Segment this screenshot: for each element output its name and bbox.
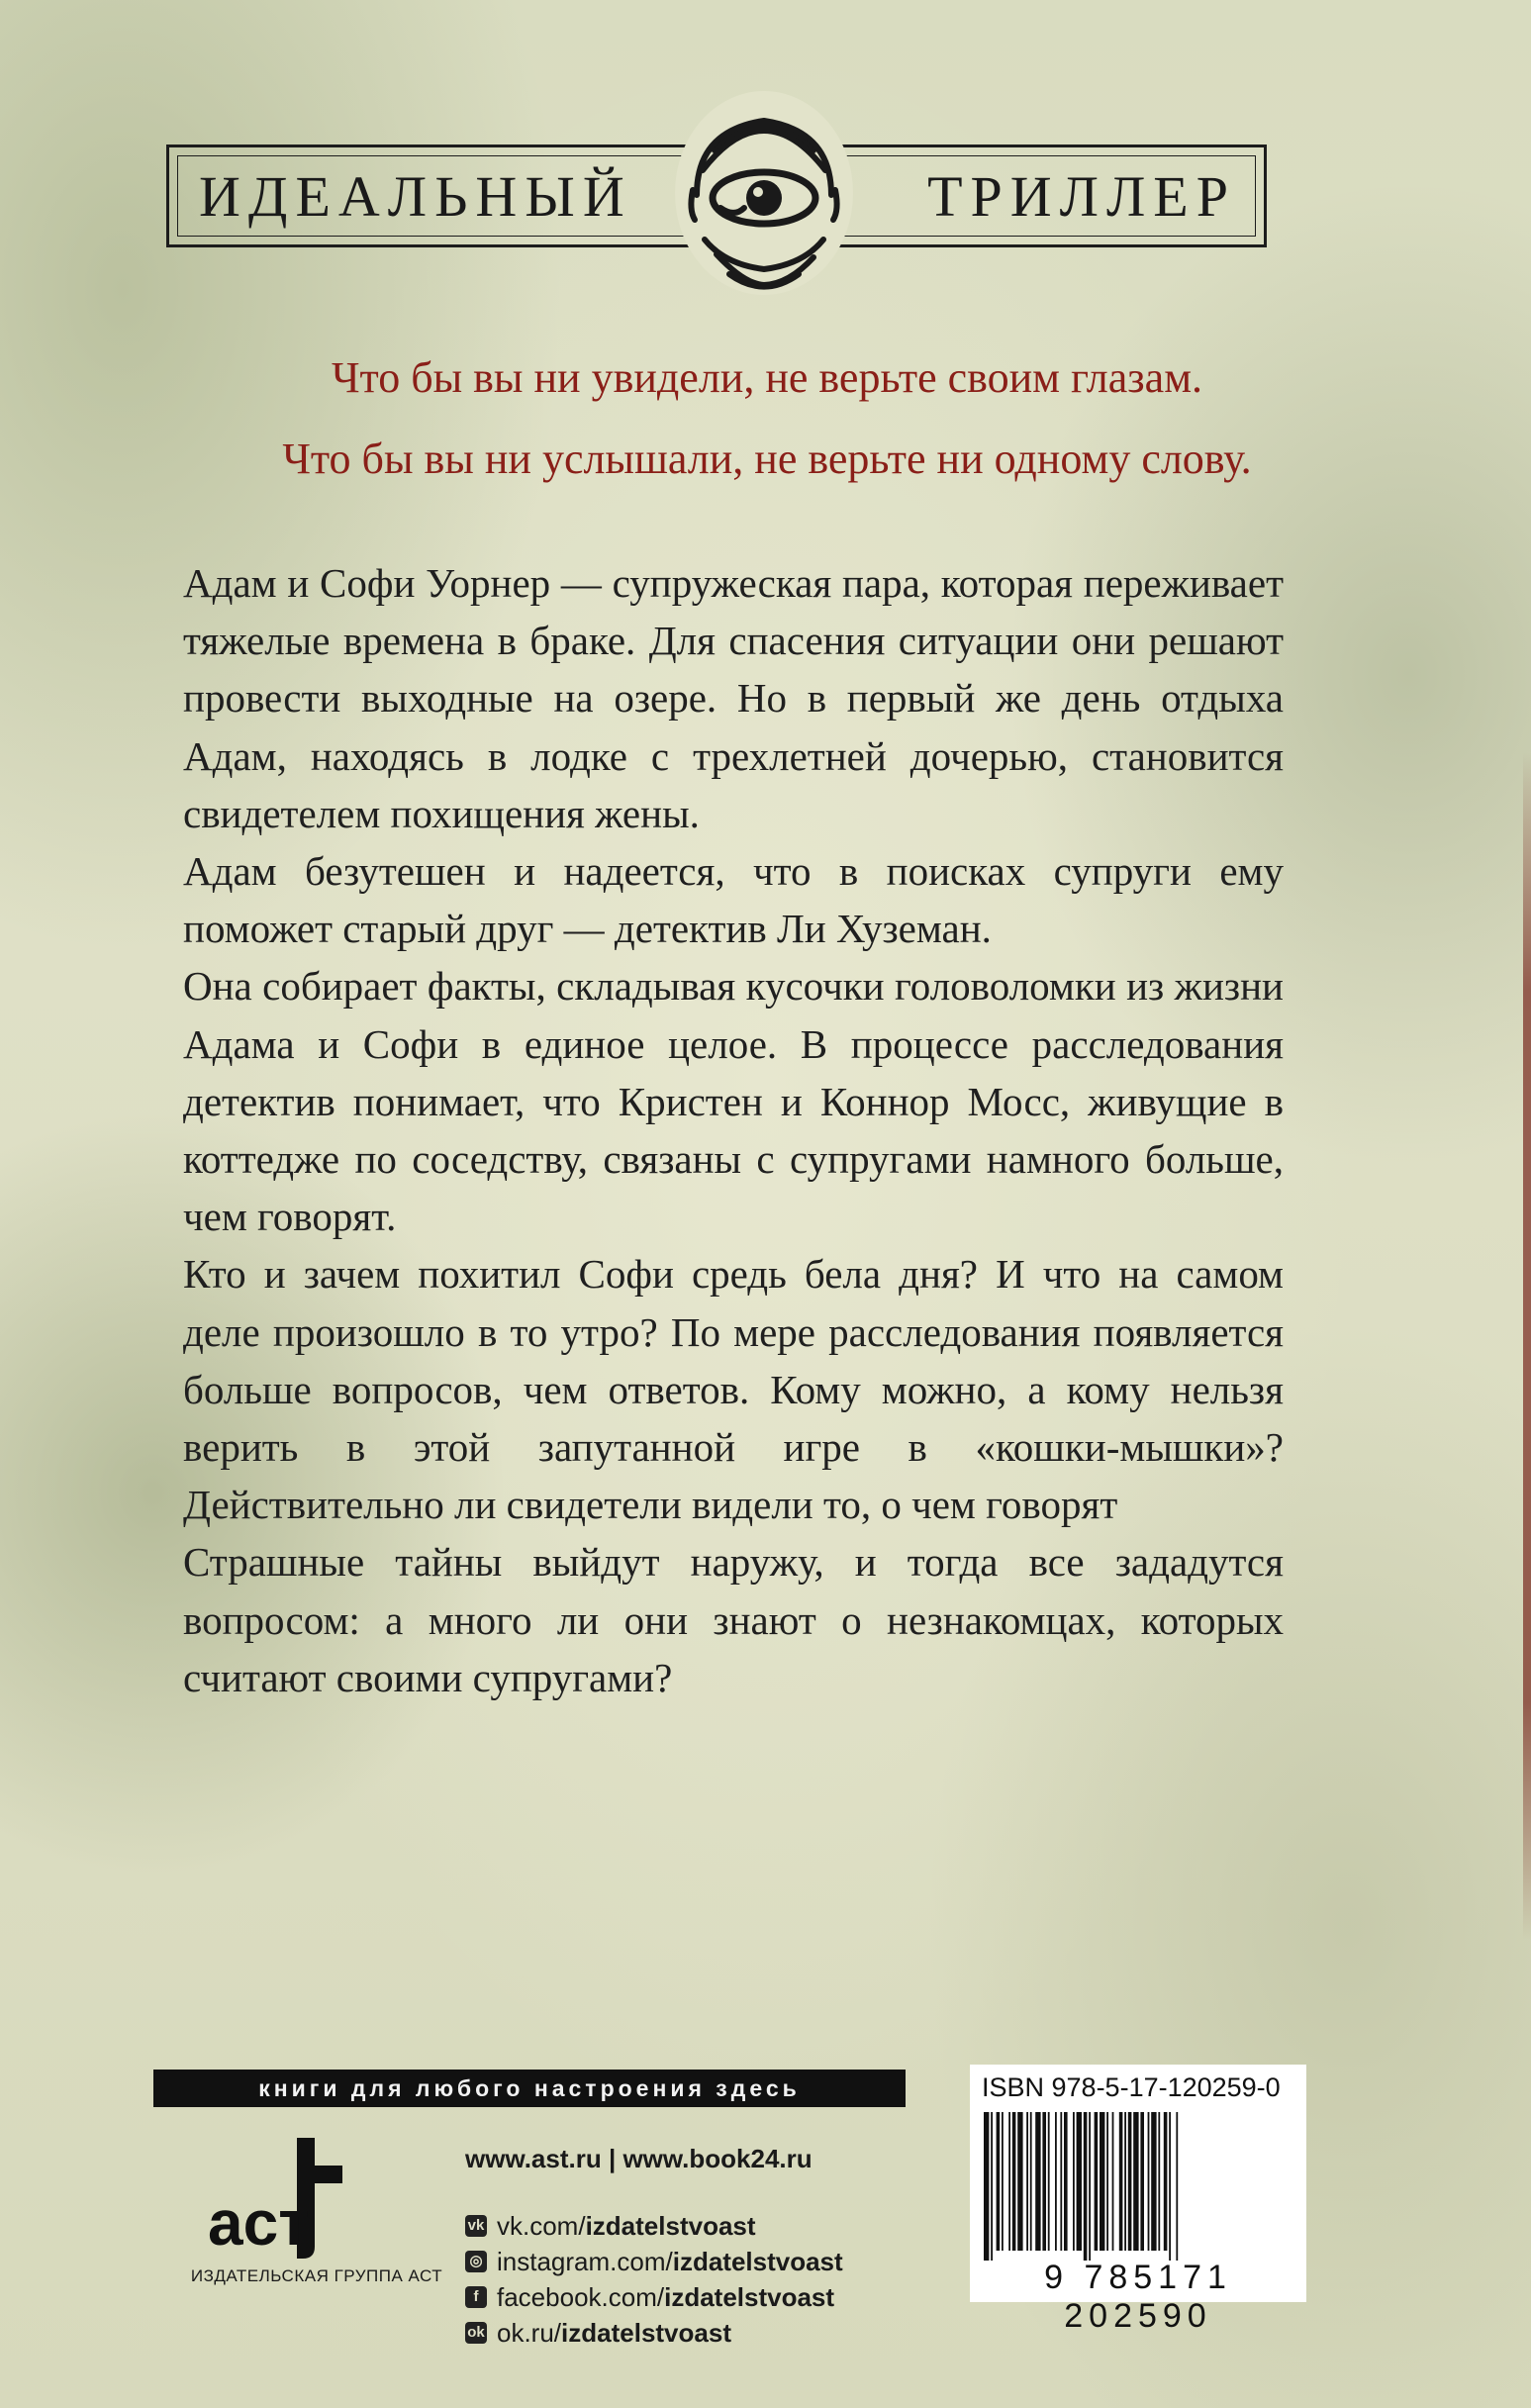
isbn-block	[970, 2065, 1306, 2335]
synopsis-paragraph-4: Кто и зачем похитил Софи средь бела дня? И что на самом деле произошло в то утро? По мере расследования появляется больше вопросов, чем ответов. Кому можно, а кому нельзя верить в этой запутанной игре в «кошки-мышки»? Действительно ли свидетели видели то, о чем говорят	[183, 1251, 1284, 1528]
social-link-instagram[interactable]	[465, 2244, 843, 2279]
social-prefix: vk.com/	[497, 2210, 586, 2241]
barcode-bar-31	[1164, 2112, 1168, 2251]
barcode-bar-10	[1042, 2112, 1046, 2251]
barcode-bar-20	[1100, 2112, 1104, 2251]
barcode-bar-21	[1106, 2112, 1108, 2251]
barcode-bar-25	[1128, 2112, 1132, 2251]
instagram-icon: ◎	[465, 2251, 487, 2272]
social-link-vk[interactable]	[465, 2208, 843, 2244]
social-prefix: facebook.com/	[497, 2281, 665, 2312]
isbn-digits: 9 785171 202590	[1044, 2259, 1232, 2335]
barcode-bar-2	[997, 2112, 1001, 2251]
barcode-bar-13	[1060, 2112, 1062, 2251]
barcode-bar-29	[1151, 2112, 1156, 2251]
barcode-bar-4	[1008, 2112, 1010, 2251]
synopsis	[183, 554, 1284, 1706]
barcode-bar-7	[1026, 2112, 1028, 2251]
barcode-bar-30	[1158, 2112, 1160, 2251]
social-account: izdatelstvoast	[561, 2317, 731, 2348]
barcode-bar-12	[1055, 2112, 1057, 2251]
facebook-icon: f	[465, 2286, 487, 2308]
barcode-bar-26	[1133, 2112, 1138, 2251]
barcode-bar-11	[1048, 2112, 1050, 2251]
publisher-logo-text: аст	[208, 2187, 310, 2259]
barcode-bar-14	[1064, 2112, 1068, 2251]
fingerprint-eye-icon	[675, 91, 853, 295]
barcode-bar-6	[1017, 2112, 1022, 2251]
barcode-bar-28	[1148, 2112, 1150, 2251]
social-account: izdatelstvoast	[664, 2281, 835, 2312]
barcode-bar-0	[984, 2112, 989, 2261]
series-word-right: ТРИЛЛЕР	[927, 164, 1236, 229]
barcode-bar-16	[1077, 2112, 1082, 2251]
barcode-bar-5	[1012, 2112, 1016, 2251]
barcode-bar-8	[1030, 2112, 1032, 2251]
barcode-bar-23	[1119, 2112, 1123, 2251]
slogan-bar: книги для любого настроения здесь	[153, 2070, 906, 2107]
barcode-bar-19	[1095, 2112, 1099, 2251]
barcode-bar-1	[991, 2112, 993, 2261]
social-link-odnoklassniki[interactable]	[465, 2315, 843, 2351]
barcode-bar-22	[1112, 2112, 1114, 2251]
barcode-bar-17	[1084, 2112, 1088, 2261]
publisher-logo	[198, 2128, 366, 2266]
social-prefix: ok.ru/	[497, 2317, 562, 2348]
series-word-left: ИДЕАЛЬНЫЙ	[199, 164, 632, 229]
publisher-name: ИЗДАТЕЛЬСКАЯ ГРУППА АСТ	[190, 2266, 443, 2285]
social-prefix: instagram.com/	[497, 2246, 673, 2276]
vk-icon: vk	[465, 2215, 487, 2237]
tagline-line-1: Что бы вы ни увидели, не верьте своим глазам.	[331, 353, 1203, 402]
synopsis-paragraph-2: Адам безутешен и надеется, что в поисках супруги ему поможет старый друг — детектив Ли Хуземан.	[183, 848, 1284, 952]
barcode-bar-32	[1169, 2112, 1171, 2261]
website-links[interactable]: www.ast.ru | www.book24.ru	[465, 2144, 813, 2173]
barcode	[982, 2112, 1294, 2261]
barcode-bar-24	[1124, 2112, 1126, 2251]
spine-edge-strip	[1523, 752, 1531, 1940]
isbn-label: ISBN 978-5-17-120259-0	[982, 2072, 1281, 2102]
odnoklassniki-icon: ok	[465, 2322, 487, 2344]
synopsis-paragraph-3: Она собирает факты, складывая кусочки головоломки из жизни Адама и Софи в единое целое. В процессе расследования детектив понимает, что Кристен и Коннор Мосс, живущие в коттедже по соседству, связаны с супругами намного больше, чем говорят.	[183, 963, 1284, 1240]
barcode-bar-18	[1089, 2112, 1091, 2261]
barcode-bar-9	[1035, 2112, 1040, 2251]
social-account: izdatelstvoast	[672, 2246, 843, 2276]
synopsis-paragraph-1: Адам и Софи Уорнер — супружеская пара, которая переживает тяжелые времена в браке. Для спасения ситуации они решают провести выходные на озере. Но в первый же день отдыха Адам, находясь в лодке с трехлетней дочерью, становится свидетелем похищения жены.	[183, 560, 1284, 836]
barcode-bar-27	[1140, 2112, 1144, 2251]
barcode-bar-33	[1176, 2112, 1178, 2261]
social-account: izdatelstvoast	[585, 2210, 756, 2241]
social-link-facebook[interactable]	[465, 2279, 843, 2315]
publisher-links	[465, 2144, 843, 2351]
synopsis-paragraph-5: Страшные тайны выйдут наружу, и тогда все зададутся вопросом: а много ли они знают о незнакомцах, которых считают своими супругами?	[183, 1539, 1284, 1700]
barcode-bar-15	[1073, 2112, 1075, 2251]
barcode-bar-3	[1002, 2112, 1004, 2251]
tagline-line-2: Что бы вы ни услышали, не верьте ни одному слову.	[282, 434, 1252, 483]
